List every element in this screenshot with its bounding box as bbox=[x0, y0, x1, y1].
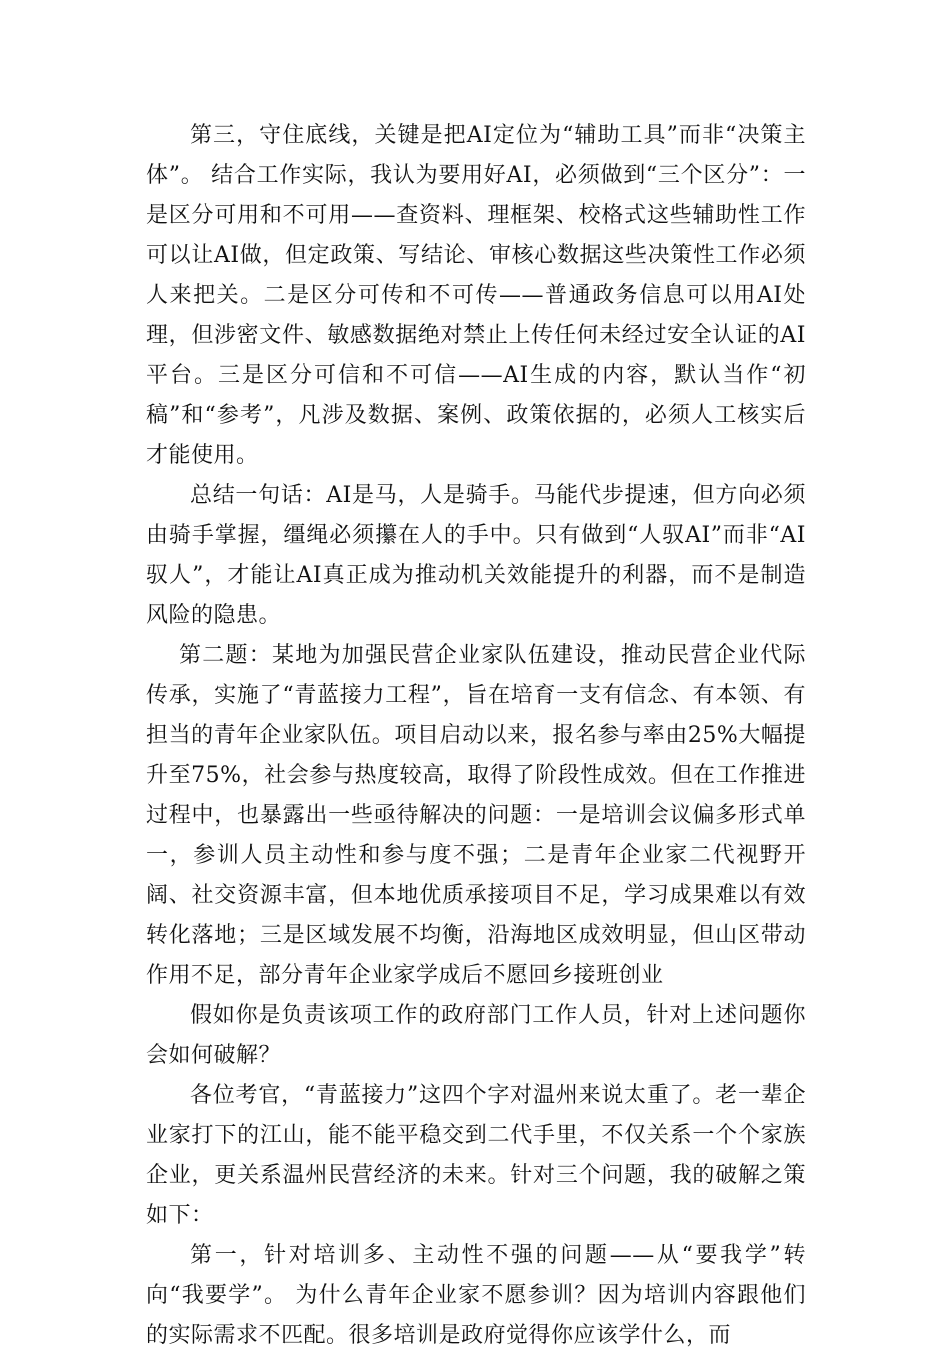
document-body bbox=[146, 116, 806, 1356]
paragraph-answer-intro: 各位考官，“青蓝接力”这四个字对温州来说太重了。老一辈企业家打下的江山，能不能平稳交到二代手里，不仅关系一个个家族企业，更关系温州民营经济的未来。针对三个问题，我的破解之策如下： bbox=[146, 1083, 806, 1228]
paragraph-question-prompt: 假如你是负责该项工作的政府部门工作人员，针对上述问题你会如何破解？ bbox=[146, 1003, 806, 1068]
paragraph-third-point: 第三，守住底线，关键是把AI定位为“辅助工具”而非“决策主体”。 结合工作实际，我认为要用好AI，必须做到“三个区分”：一是区分可用和不可用——查资料、理框架、校格式这些辅助性工作可以让AI做，但定政策、写结论、审核心数据这些决策性工作必须人来把关。二是区分可传和不可传——普通政务信息可以用AI处理，但涉密文件、敏感数据绝对禁止上传任何未经过安全认证的AI平台。三是区分可信和不可信——AI生成的内容，默认当作“初稿”和“参考”，凡涉及数据、案例、政策依据的，必须人工核实后才能使用。 bbox=[146, 123, 806, 468]
paragraph-first-measure: 第一，针对培训多、主动性不强的问题——从“要我学”转向“我要学”。 为什么青年企业家不愿参训？因为培训内容跟他们的实际需求不匹配。很多培训是政府觉得你应该学什么，而 bbox=[146, 1243, 806, 1348]
paragraph-question-two: 第二题：某地为加强民营企业家队伍建设，推动民营企业代际传承，实施了“青蓝接力工程”，旨在培育一支有信念、有本领、有担当的青年企业家队伍。项目启动以来，报名参与率由25%大幅提升至75%，社会参与热度较高，取得了阶段性成效。但在工作推进过程中，也暴露出一些亟待解决的问题：一是培训会议偏多形式单一，参训人员主动性和参与度不强；二是青年企业家二代视野开阔、社交资源丰富，但本地优质承接项目不足，学习成果难以有效转化落地；三是区域发展不均衡，沿海地区成效明显，但山区带动作用不足，部分青年企业家学成后不愿回乡接班创业 bbox=[146, 643, 806, 988]
paragraph-summary: 总结一句话：AI是马，人是骑手。马能代步提速，但方向必须由骑手掌握，缰绳必须攥在人的手中。只有做到“人驭AI”而非“AI驭人”，才能让AI真正成为推动机关效能提升的利器，而不是制造风险的隐患。 bbox=[146, 483, 806, 628]
